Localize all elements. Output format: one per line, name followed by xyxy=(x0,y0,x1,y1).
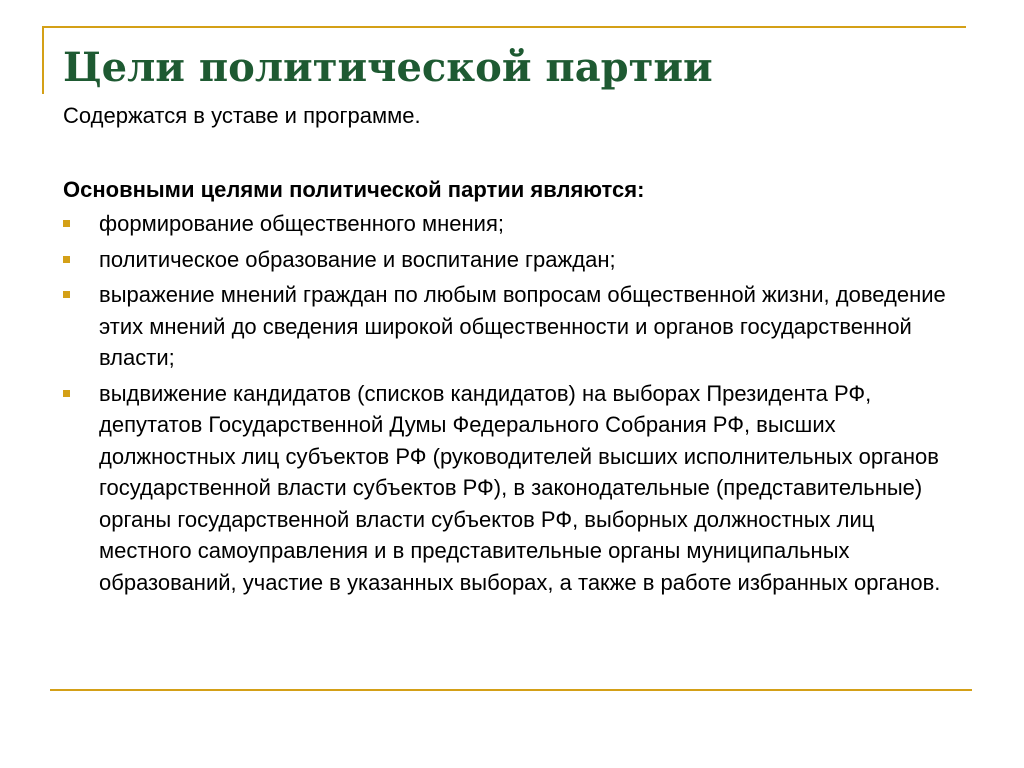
goals-heading: Основными целями политической партии являются: xyxy=(63,177,645,202)
slide-subtitle: Содержатся в уставе и программе. xyxy=(63,103,421,128)
square-bullet-icon xyxy=(63,390,70,397)
goal-text: выражение мнений граждан по любым вопросам общественной жизни, доведение этих мнений до сведения широкой общественности и органов государственной власти; xyxy=(99,282,946,370)
goals-list xyxy=(63,208,973,598)
bottom-accent-line xyxy=(50,689,972,691)
square-bullet-icon xyxy=(63,220,70,227)
goal-text: формирование общественного мнения; xyxy=(99,211,504,236)
left-accent-line xyxy=(42,26,44,94)
slide-body xyxy=(63,100,973,602)
top-accent-line xyxy=(42,26,966,28)
square-bullet-icon xyxy=(63,256,70,263)
goal-text: политическое образование и воспитание граждан; xyxy=(99,246,616,272)
goal-item xyxy=(63,208,973,240)
goal-item xyxy=(63,378,973,599)
goal-text: выдвижение кандидатов (списков кандидатов) на выборах Президента РФ, депутатов Государственной Думы Федерального Собрания РФ, высших должностных лиц субъектов РФ (руководителей высших исполнительных органов государственной власти субъектов РФ), в законодательные (представительные) органы государственной власти субъектов РФ, выборных должностных лиц местного самоуправления и в представительные органы муниципальных образований, участие в указанных выборах, а также в работе избранных органов. xyxy=(99,380,941,595)
goal-item xyxy=(63,244,973,276)
goal-item xyxy=(63,279,973,374)
square-bullet-icon xyxy=(63,291,70,298)
slide-title: Цели политической партии xyxy=(63,44,713,91)
